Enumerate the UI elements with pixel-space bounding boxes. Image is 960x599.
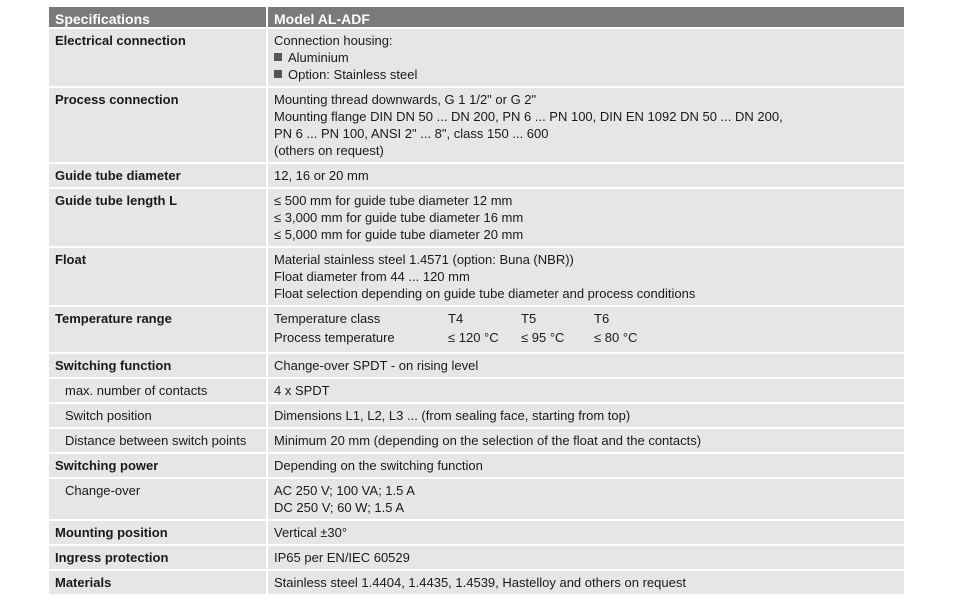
label-materials: Materials: [49, 571, 268, 594]
bullet-text: Aluminium: [288, 50, 349, 65]
electrical-line: Connection housing:: [274, 33, 393, 48]
value-switch-position: Dimensions L1, L2, L3 ... (from sealing face, starting from top): [274, 408, 631, 423]
electrical-bullet-item: [274, 66, 898, 83]
row-guide-tube-length: [49, 189, 904, 248]
row-electrical-connection: [49, 29, 904, 88]
table-header: [49, 7, 904, 29]
row-guide-tube-diameter: [49, 164, 904, 189]
length-line: ≤ 3,000 mm for guide tube diameter 16 mm: [274, 210, 524, 225]
change-over-line: AC 250 V; 100 VA; 1.5 A: [274, 483, 415, 498]
value-electrical-connection: [268, 29, 904, 86]
value-mounting-position: Vertical ±30°: [274, 525, 348, 540]
row-float: [49, 248, 904, 307]
row-ingress-protection: [49, 546, 904, 571]
label-electrical-connection: Electrical connection: [49, 29, 268, 86]
label-switch-position: Switch position: [49, 404, 268, 427]
process-temperature-value: ≤ 80 °C: [594, 330, 638, 345]
electrical-bullet-item: [274, 49, 898, 66]
value-max-contacts: 4 x SPDT: [274, 383, 330, 398]
row-mounting-position: [49, 521, 904, 546]
value-ingress-protection: IP65 per EN/IEC 60529: [274, 550, 410, 565]
label-ingress-protection: Ingress protection: [49, 546, 268, 569]
value-float: [268, 248, 904, 305]
temperature-class-label: Temperature class: [274, 311, 381, 326]
header-specifications: Specifications: [49, 7, 268, 27]
label-max-contacts: max. number of contacts: [49, 379, 268, 402]
value-guide-tube-diameter: 12, 16 or 20 mm: [274, 168, 369, 183]
row-switching-function: [49, 354, 904, 379]
value-materials: Stainless steel 1.4404, 1.4435, 1.4539, Hastelloy and others on request: [274, 575, 686, 590]
label-mounting-position: Mounting position: [49, 521, 268, 544]
header-model: Model AL-ADF: [274, 11, 370, 27]
value-switching-power: Depending on the switching function: [274, 458, 483, 473]
float-line: Float diameter from 44 ... 120 mm: [274, 269, 470, 284]
value-process-connection: [268, 88, 904, 162]
temperature-grid: [274, 310, 898, 346]
label-guide-tube-length: Guide tube length L: [49, 189, 268, 246]
value-change-over: [268, 479, 904, 519]
length-line: ≤ 5,000 mm for guide tube diameter 20 mm: [274, 227, 524, 242]
specifications-table: [49, 7, 904, 596]
label-guide-tube-diameter: Guide tube diameter: [49, 164, 268, 187]
row-materials: [49, 571, 904, 596]
row-max-contacts: [49, 379, 904, 404]
square-bullet-icon: [274, 70, 282, 78]
process-temperature-label: Process temperature: [274, 330, 395, 345]
float-line: Material stainless steel 1.4571 (option: Buna (NBR)): [274, 252, 574, 267]
row-switching-power: [49, 454, 904, 479]
label-distance-switch-points: Distance between switch points: [49, 429, 268, 452]
length-line: ≤ 500 mm for guide tube diameter 12 mm: [274, 193, 513, 208]
row-distance-switch-points: [49, 429, 904, 454]
temperature-class-value: T6: [594, 311, 610, 326]
float-line: Float selection depending on guide tube diameter and process conditions: [274, 286, 696, 301]
square-bullet-icon: [274, 53, 282, 61]
change-over-line: DC 250 V; 60 W; 1.5 A: [274, 500, 405, 515]
label-float: Float: [49, 248, 268, 305]
process-temperature-value: ≤ 120 °C: [448, 330, 499, 345]
process-temperature-value: ≤ 95 °C: [521, 330, 565, 345]
bullet-text: Option: Stainless steel: [288, 67, 418, 82]
process-line: PN 6 ... PN 100, ANSI 2" ... 8", class 150 ... 600: [274, 126, 549, 141]
row-temperature-range: [49, 307, 904, 354]
temperature-class-value: T5: [521, 311, 537, 326]
value-temperature-range: [268, 307, 904, 352]
value-distance-switch-points: Minimum 20 mm (depending on the selection of the float and the contacts): [274, 433, 702, 448]
temperature-class-value: T4: [448, 311, 464, 326]
label-change-over: Change-over: [49, 479, 268, 519]
process-line: Mounting flange DIN DN 50 ... DN 200, PN 6 ... PN 100, DIN EN 1092 DN 50 ... DN 200,: [274, 109, 783, 124]
process-line: Mounting thread downwards, G 1 1/2" or G 2": [274, 92, 537, 107]
row-process-connection: [49, 88, 904, 164]
label-temperature-range: Temperature range: [49, 307, 268, 352]
row-change-over: [49, 479, 904, 521]
label-switching-function: Switching function: [49, 354, 268, 377]
label-process-connection: Process connection: [49, 88, 268, 162]
value-switching-function: Change-over SPDT - on rising level: [274, 358, 479, 373]
row-switch-position: [49, 404, 904, 429]
label-switching-power: Switching power: [49, 454, 268, 477]
process-line: (others on request): [274, 143, 384, 158]
value-guide-tube-length: [268, 189, 904, 246]
